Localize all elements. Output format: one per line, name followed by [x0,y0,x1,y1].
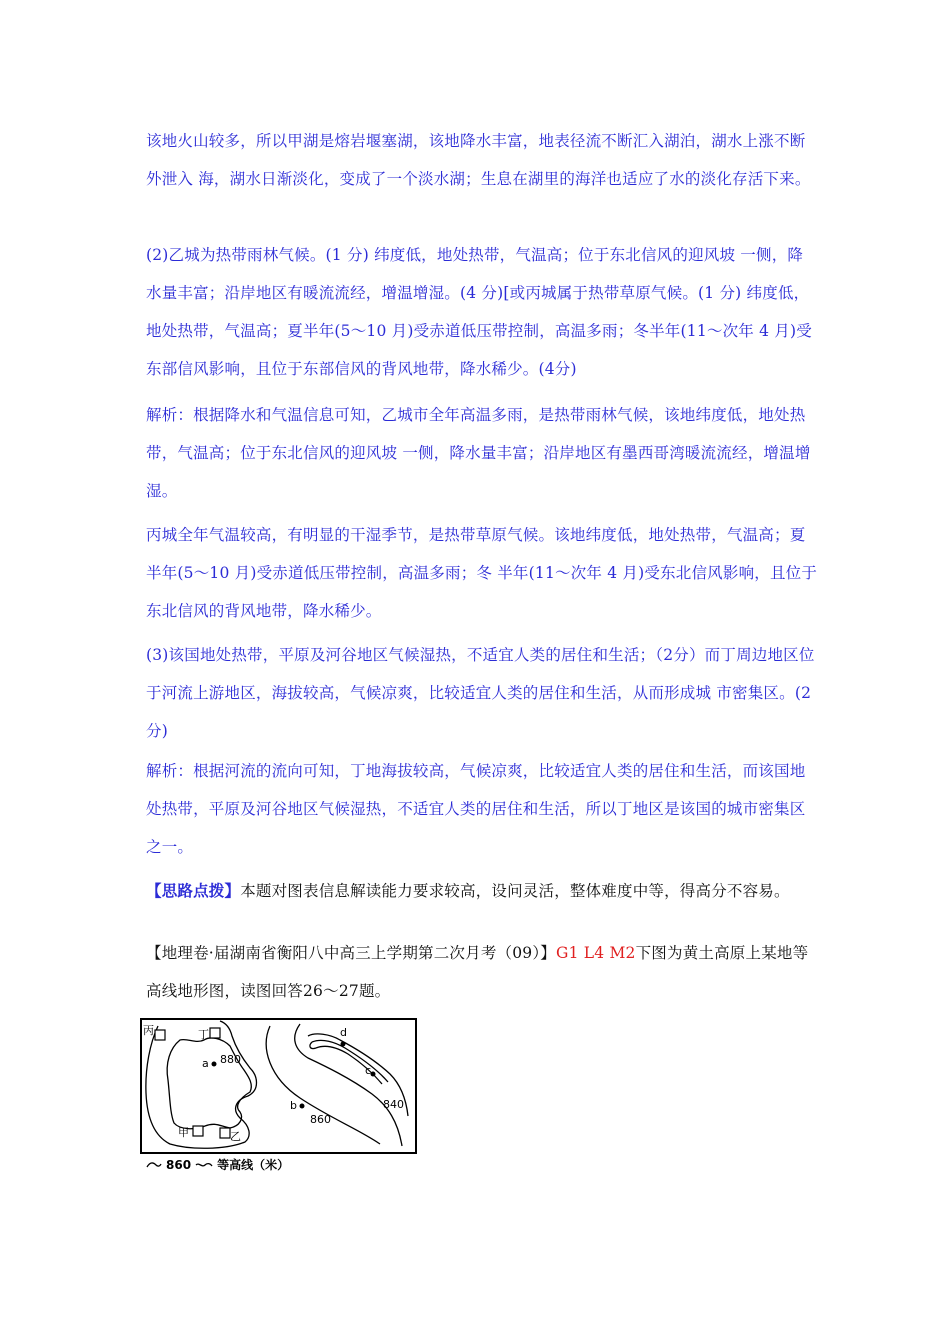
label-ding: 丁 [198,1028,209,1041]
label-bing: 丙 [143,1024,154,1037]
town-ding-marker [210,1028,220,1038]
analysis-paragraph-2: 丙城全年气温较高，有明显的干湿季节，是热带草原气候。该地纬度低，地处热带，气温高；夏半年(5～10 月)受赤道低压带控制，高温多雨；冬 半年(11～次年 4 月)受东北信风影响，且位于东北信风的背风地带，降水稀少。 [146,526,818,620]
tip-heading: 【思路点拨】 [146,881,241,900]
label-b: b [290,1099,297,1112]
map-legend [146,1156,289,1173]
analysis-paragraph-1: 解析：根据降水和气温信息可知，乙城市全年高温多雨，是热带雨林气候，该地纬度低，地处热带，气温高；位于东北信风的迎风坡 一侧，降水量丰富；沿岸地区有墨西哥湾暖流流经，增温增湿。 [146,406,811,500]
label-860: 860 [310,1113,331,1126]
legend-wave-icon-2 [195,1161,213,1169]
point-b [300,1104,305,1109]
contour-map-svg [140,1018,417,1154]
label-yi: 乙 [230,1130,241,1143]
town-yi-marker [220,1128,230,1138]
answer-paragraph-2: (2)乙城为热带雨林气候。(1 分) 纬度低，地处热带，气温高；位于东北信风的迎风坡 一侧，降水量丰富；沿岸地区有暖流流经，增温增湿。(4 分)[或丙城属于热带草原气候。(1 分) 纬度低，地处热带，气温高；夏半年(5～10 月)受赤道低压带控制，高温多雨；冬半年(11～次年 4 月)受东部信风影响，且位于东部信风的背风地带，降水稀少。(4分) [146,246,812,378]
label-jia: 甲 [178,1126,189,1139]
legend-text: 等高线（米） [217,1158,290,1172]
label-a: a [202,1057,209,1070]
question-codes: G1 L4 M2 [556,944,636,962]
legend-wave-icon [146,1161,162,1169]
question-source: 【地理卷·届湖南省衡阳八中高三上学期第二次月考（09）】 [146,944,557,962]
answer-paragraph-1: 该地火山较多，所以甲湖是熔岩堰塞湖，该地降水丰富，地表径流不断汇入湖泊，湖水上涨不断外泄入 海，湖水日渐淡化，变成了一个淡水湖；生息在湖里的海洋也适应了水的淡化存活下来。 [146,132,811,188]
label-d: d [340,1026,347,1039]
contour-map [140,1018,417,1154]
point-a [212,1062,217,1067]
legend-value: 860 [166,1157,192,1172]
question-intro [146,934,818,1010]
tip-paragraph [146,872,818,910]
analysis-paragraph-3: 解析：根据河流的流向可知，丁地海拔较高，气候凉爽，比较适宜人类的居住和生活，而该国地处热带，平原及河谷地区气候湿热，不适宜人类的居住和生活，所以丁地区是该国的城市密集区之一。 [146,762,806,856]
point-c [371,1072,376,1077]
town-jia-marker [193,1126,203,1136]
point-d [341,1042,346,1047]
answer-paragraph-3: (3)该国地处热带，平原及河谷地区气候湿热，不适宜人类的居住和生活；（2分）而丁周边地区位于河流上游地区，海拔较高，气候凉爽，比较适宜人类的居住和生活，从而形成城 市密集区。(2分) [146,646,815,740]
label-880: 880 [220,1053,241,1066]
tip-body: 本题对图表信息解读能力要求较高，设问灵活，整体难度中等，得高分不容易。 [240,882,790,900]
town-bing-marker [155,1030,165,1040]
label-840: 840 [383,1098,404,1111]
label-c: c [365,1064,372,1077]
question-text: 下图为黄土高原上某地等高线地形图，读图回答26～27题。 [146,944,809,1000]
